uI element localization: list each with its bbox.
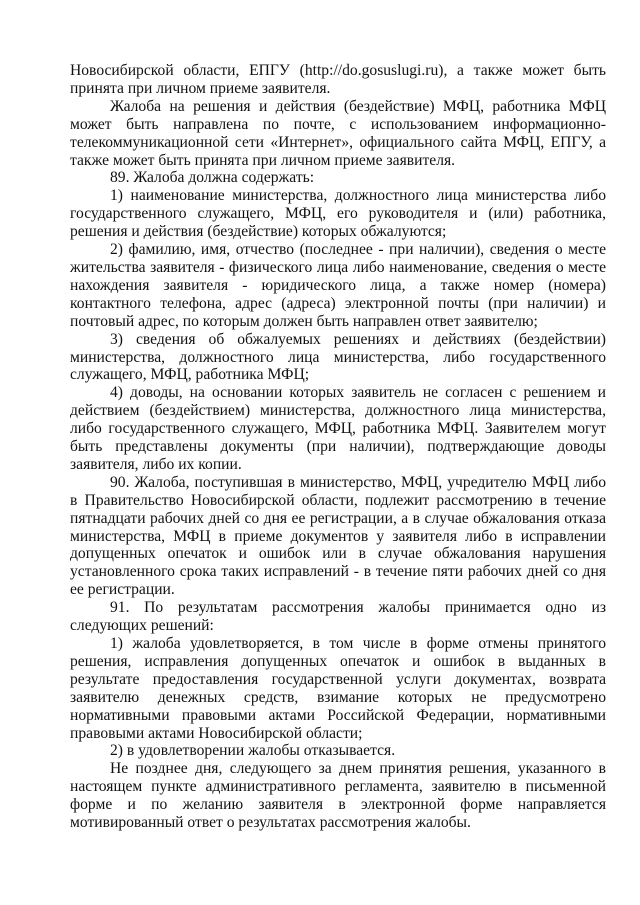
paragraph-89-item-1: 1) наименование министерства, должностного лица министерства либо государственного служащего, МФЦ, его руководителя и (или) работника, решения и действия (бездействие) которых обжалуются;	[70, 187, 606, 241]
document-page	[70, 62, 606, 832]
paragraph-91-item-1: 1) жалоба удовлетворяется, в том числе в форме отмены принятого решения, исправления допущенных опечаток и ошибок в выданных в результате предоставления государственной услуги документах, возврата заявителю денежных средств, взимание которых не предусмотрено нормативными правовыми актами Российской Федерации, нормативными правовыми актами Новосибирской области;	[70, 635, 606, 742]
paragraph-89-item-3: 3) сведения об обжалуемых решениях и действиях (бездействии) министерства, должностного лица министерства, либо государственного служащего, МФЦ, работника МФЦ;	[70, 330, 606, 384]
paragraph-91: 91. По результатам рассмотрения жалобы принимается одно из следующих решений:	[70, 599, 606, 635]
paragraph-final: Не позднее дня, следующего за днем принятия решения, указанного в настоящем пункте административного регламента, заявителю в письменной форме и по желанию заявителя в электронной форме направляется мотивированный ответ о результатах рассмотрения жалобы.	[70, 760, 606, 832]
paragraph-90: 90. Жалоба, поступившая в министерство, МФЦ, учредителю МФЦ либо в Правительство Новосибирской области, подлежит рассмотрению в течение пятнадцати рабочих дней со дня ее регистрации, а в случае обжалования отказа министерства, МФЦ в приеме документов у заявителя либо в исправлении допущенных опечаток и ошибок или в случае обжалования нарушения установленного срока таких исправлений - в течение пяти рабочих дней со дня ее регистрации.	[70, 473, 606, 599]
paragraph-91-item-2: 2) в удовлетворении жалобы отказывается.	[110, 742, 396, 760]
paragraph-89: 89. Жалоба должна содержать:	[110, 169, 315, 187]
paragraph-mfc-complaint: Жалоба на решения и действия (бездействие) МФЦ, работника МФЦ может быть направлена по почте, с использованием информационно-телекоммуникационной сети «Интернет», официального сайта МФЦ, ЕПГУ, а также может быть принята при личном приеме заявителя.	[70, 97, 606, 169]
paragraph-continuation: Новосибирской области, ЕПГУ (http://do.gosuslugi.ru), а также может быть принята при личном приеме заявителя.	[70, 62, 606, 97]
paragraph-89-item-2: 2) фамилию, имя, отчество (последнее - при наличии), сведения о месте жительства заявителя - физического лица либо наименование, сведения о месте нахождения заявителя - юридического лица, а также номер (номера) контактного телефона, адрес (адреса) электронной почты (при наличии) и почтовый адрес, по которым должен быть направлен ответ заявителю;	[70, 241, 606, 330]
paragraph-89-item-4: 4) доводы, на основании которых заявитель не согласен с решением и действием (бездействием) министерства, должностного лица министерства, либо государственного служащего, МФЦ, работника МФЦ. Заявителем могут быть представлены документы (при наличии), подтверждающие доводы заявителя, либо их копии.	[70, 384, 606, 473]
